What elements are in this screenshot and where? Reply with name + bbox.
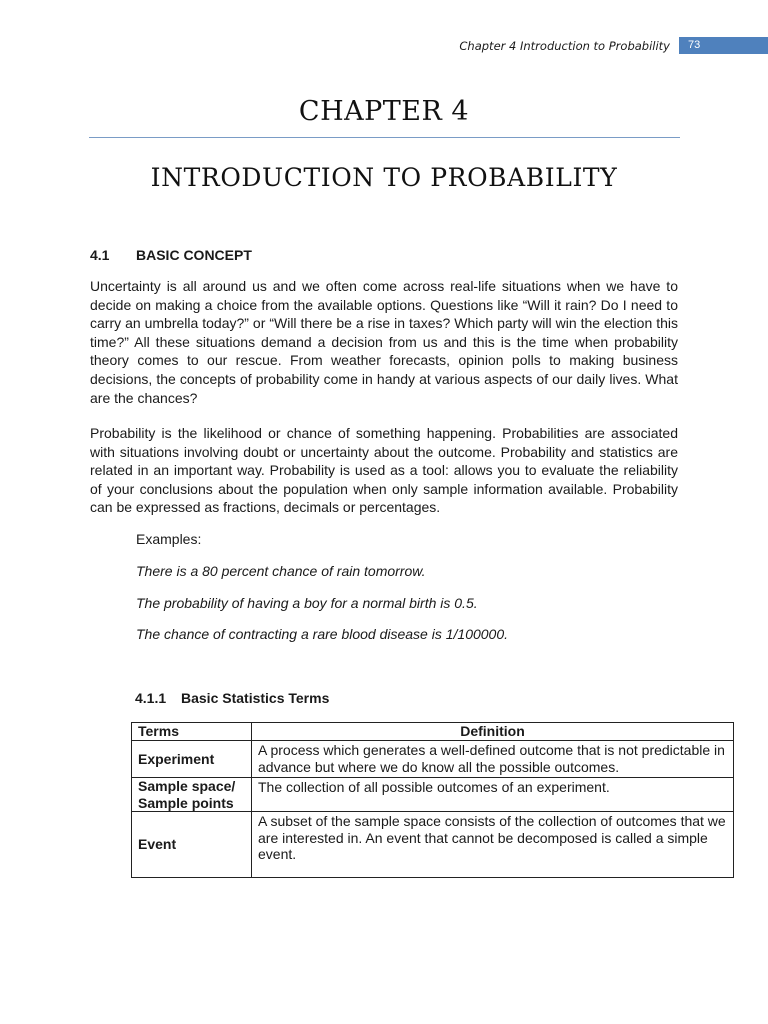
term-cell: Event — [132, 812, 252, 878]
term-cell: Experiment — [132, 741, 252, 778]
section-heading — [90, 247, 252, 263]
table-row — [132, 741, 734, 778]
term-cell: Sample space/ Sample points — [132, 778, 252, 812]
chapter-title: INTRODUCTION TO PROBABILITY — [150, 163, 618, 192]
running-title: Chapter 4 Introduction to Probability — [459, 38, 670, 53]
definition-cell: The collection of all possible outcomes of an experiment. — [252, 778, 734, 812]
definition-cell: A subset of the sample space consists of the collection of outcomes that we are interested in. An event that cannot be decomposed is called a simple event. — [252, 812, 734, 878]
section-title: BASIC CONCEPT — [136, 247, 252, 263]
paragraph-probability-definition: Probability is the likelihood or chance of something happening. Probabilities are associated with situations involving doubt or uncertainty about the outcome. Probability and statistics are related in an important way. Probability is used as a tool: allows you to evaluate the reliability of your conclusions about the population when only sample information available. Probability can be expressed as fractions, decimals or percentages. — [90, 425, 678, 516]
running-header — [459, 37, 768, 54]
table-header-definition: Definition — [252, 723, 734, 741]
table-row — [132, 778, 734, 812]
table-row — [132, 812, 734, 878]
chapter-divider — [89, 137, 680, 138]
examples-label: Examples: — [136, 531, 202, 547]
page-number: 73 — [679, 37, 768, 54]
example-item: There is a 80 percent chance of rain tomorrow. — [136, 563, 426, 579]
section-number: 4.1 — [90, 247, 110, 263]
subsection-heading — [135, 690, 329, 706]
definition-cell: A process which generates a well-defined outcome that is not predictable in advance but where we do know all the possible outcomes. — [252, 741, 734, 778]
chapter-label: CHAPTER 4 — [298, 96, 470, 127]
paragraph-uncertainty: Uncertainty is all around us and we often come across real-life situations when we have to decide on making a choice from the available options. Questions like “Will it rain? Do I need to carry an umbrella today?” or “Will there be a rise in taxes? Which party will win the election this time?” All these situations demand a decision from us and this is the time when probability theory comes to our rescue. From weather forecasts, opinion polls to making business decisions, the concepts of probability come in handy at various aspects of our daily lives. What are the chances? — [90, 278, 678, 406]
subsection-title: Basic Statistics Terms — [181, 690, 330, 706]
example-item: The chance of contracting a rare blood disease is 1/100000. — [136, 626, 509, 642]
table-header-row — [132, 723, 734, 741]
example-item: The probability of having a boy for a normal birth is 0.5. — [136, 595, 478, 611]
subsection-number: 4.1.1 — [135, 690, 167, 706]
table-header-terms: Terms — [132, 723, 252, 741]
terms-table — [131, 722, 734, 878]
